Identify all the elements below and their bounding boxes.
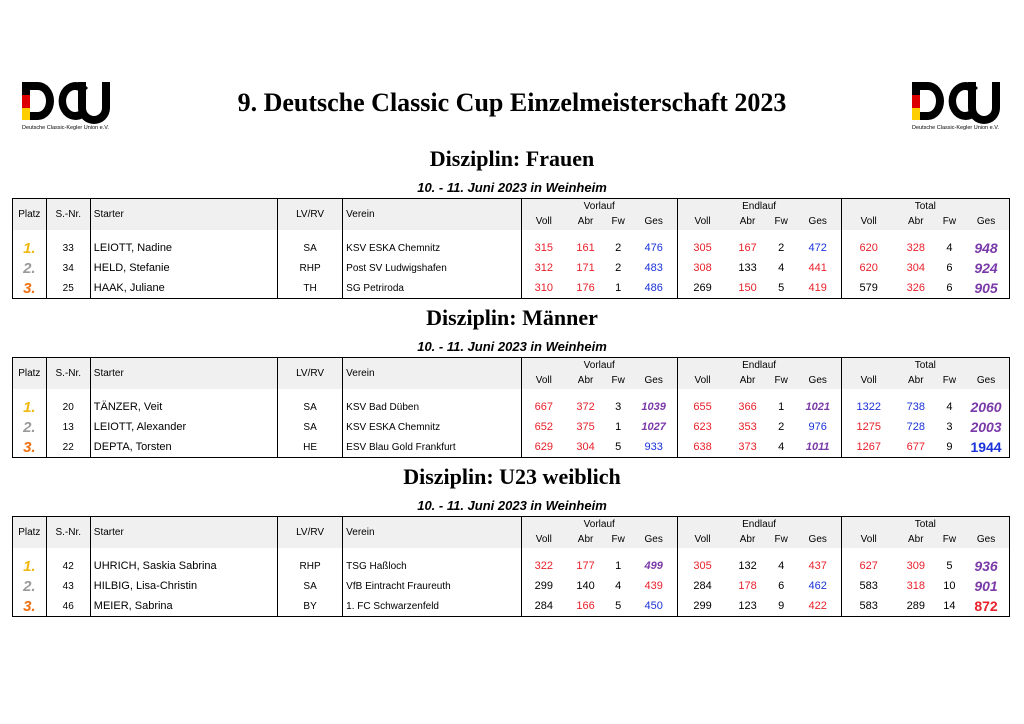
table-row [13, 417, 1010, 437]
col-header-lv: LV/RV [277, 199, 342, 231]
spacer-row [13, 548, 1010, 556]
col-header-abr: Abr [896, 531, 936, 548]
cell-e-voll: 299 [677, 596, 727, 617]
cell-e-ges: 462 [808, 580, 827, 592]
cell-verein: 1. FC Schwarzenfeld [343, 596, 522, 617]
cell-v-ges: 1027 [641, 421, 666, 433]
col-header-ges: Ges [795, 372, 841, 389]
cell-v-voll: 299 [521, 576, 565, 596]
cell-t-voll: 1322 [841, 397, 896, 417]
col-header-voll: Voll [521, 213, 565, 230]
col-header-voll: Voll [521, 372, 565, 389]
col-group-endlauf: Endlauf [677, 199, 841, 214]
cell-starter: HILBIG, Lisa-Christin [90, 576, 277, 596]
cell-t-ges: 872 [963, 596, 1009, 617]
cell-e-ges: 437 [808, 560, 827, 572]
cell-v-abr: 161 [576, 242, 595, 254]
col-header-voll: Voll [677, 213, 727, 230]
cell-t-fw: 6 [946, 262, 953, 274]
cell-e-ges: 976 [808, 421, 827, 433]
col-header-lv: LV/RV [277, 358, 342, 390]
table-row [13, 238, 1010, 258]
cell-t-fw: 6 [936, 278, 963, 299]
cell-e-ges: 1021 [805, 401, 830, 413]
cell-v-abr: 372 [576, 401, 595, 413]
page-title: 9. Deutsche Classic Cup Einzelmeisterschaft 2023 [237, 88, 787, 117]
cell-t-abr: 738 [906, 401, 925, 413]
cell-t-voll: 1267 [841, 437, 896, 458]
cell-v-voll: 652 [521, 417, 565, 437]
cell-e-fw: 2 [778, 242, 785, 254]
col-header-abr: Abr [728, 372, 768, 389]
cell-v-voll: 629 [521, 437, 565, 458]
cell-e-abr: 178 [738, 580, 757, 592]
col-header-abr: Abr [728, 531, 768, 548]
cell-v-abr: 140 [576, 580, 595, 592]
col-header-snr: S.-Nr. [46, 199, 90, 231]
col-header-ges: Ges [631, 372, 677, 389]
cell-v-voll: 312 [521, 258, 565, 278]
cell-verein: KSV ESKA Chemnitz [343, 238, 522, 258]
cell-t-voll: 1275 [841, 417, 896, 437]
cell-e-ges: 472 [808, 242, 827, 254]
col-header-starter: Starter [90, 358, 277, 390]
cell-t-ges: 924 [963, 258, 1009, 278]
col-header-ges: Ges [963, 372, 1009, 389]
cell-verein: VfB Eintracht Fraureuth [343, 576, 522, 596]
cell-e-abr: 123 [728, 596, 768, 617]
cell-verein: ESV Blau Gold Frankfurt [343, 437, 522, 458]
col-header-starter: Starter [90, 199, 277, 231]
cell-e-ges: 419 [795, 278, 841, 299]
cell-t-voll: 620 [841, 258, 896, 278]
cell-t-voll: 620 [841, 238, 896, 258]
cell-t-abr: 289 [896, 596, 936, 617]
cell-verein: KSV Bad Düben [343, 397, 522, 417]
cell-e-ges: 422 [795, 596, 841, 617]
cell-snr: 20 [46, 397, 90, 417]
cell-t-fw: 10 [943, 580, 956, 592]
cell-v-ges: 439 [644, 580, 663, 592]
table-row [13, 556, 1010, 576]
cell-v-fw: 2 [615, 242, 622, 254]
col-header-voll: Voll [677, 372, 727, 389]
results-table-u23 [12, 516, 1010, 617]
cell-v-fw: 2 [615, 262, 622, 274]
cell-v-fw: 1 [615, 560, 622, 572]
col-header-abr: Abr [566, 213, 606, 230]
header-row [13, 358, 1010, 373]
cell-t-abr: 304 [906, 262, 925, 274]
cell-t-ges: 1944 [963, 437, 1009, 458]
cell-e-abr: 366 [738, 401, 757, 413]
cell-platz: 2. [13, 576, 47, 596]
cell-lv: BY [277, 596, 342, 617]
cell-starter: HELD, Stefanie [90, 258, 277, 278]
cell-e-voll: 305 [677, 556, 727, 576]
cell-v-voll: 310 [521, 278, 565, 299]
cell-t-ges: 936 [963, 556, 1009, 576]
cell-t-abr: 309 [906, 560, 925, 572]
cell-t-voll: 579 [841, 278, 896, 299]
table-row [13, 437, 1010, 458]
spacer-row [13, 230, 1010, 238]
col-group-vorlauf: Vorlauf [521, 358, 677, 373]
cell-v-ges: 499 [644, 560, 663, 572]
cell-e-voll: 305 [677, 238, 727, 258]
cell-lv: TH [277, 278, 342, 299]
cell-platz: 1. [13, 556, 47, 576]
cell-t-fw: 5 [946, 560, 953, 572]
col-header-lv: LV/RV [277, 517, 342, 549]
cell-v-ges: 450 [631, 596, 677, 617]
cell-t-fw: 9 [936, 437, 963, 458]
cell-e-fw: 6 [778, 580, 785, 592]
cell-verein: Post SV Ludwigshafen [343, 258, 522, 278]
cell-lv: SA [277, 397, 342, 417]
cell-snr: 33 [46, 238, 90, 258]
cell-e-voll: 284 [677, 576, 727, 596]
col-header-snr: S.-Nr. [46, 358, 90, 390]
section-title-frauen: Disziplin: Frauen [429, 146, 595, 171]
col-header-abr: Abr [896, 213, 936, 230]
col-header-fw: Fw [606, 531, 631, 548]
col-header-abr: Abr [896, 372, 936, 389]
col-header-fw: Fw [936, 372, 963, 389]
cell-v-ges: 933 [631, 437, 677, 458]
col-header-snr: S.-Nr. [46, 517, 90, 549]
cell-v-fw: 3 [615, 401, 622, 413]
cell-platz: 1. [13, 397, 47, 417]
cell-v-voll: 667 [521, 397, 565, 417]
col-header-fw: Fw [767, 372, 794, 389]
cell-platz: 3. [13, 437, 47, 458]
cell-v-abr: 171 [576, 262, 595, 274]
section-subtitle-u23: 10. - 11. Juni 2023 in Weinheim [417, 498, 607, 513]
col-header-voll: Voll [841, 531, 896, 548]
cell-platz: 3. [13, 278, 47, 299]
cell-e-abr: 150 [728, 278, 768, 299]
col-header-verein: Verein [343, 517, 522, 549]
col-header-fw: Fw [936, 213, 963, 230]
cell-snr: 13 [46, 417, 90, 437]
cell-t-fw: 14 [936, 596, 963, 617]
col-group-total: Total [841, 199, 1009, 214]
cell-v-fw: 4 [615, 580, 622, 592]
col-header-ges: Ges [795, 531, 841, 548]
cell-t-fw: 4 [946, 242, 953, 254]
cell-t-voll: 583 [841, 576, 896, 596]
cell-t-ges: 948 [963, 238, 1009, 258]
cell-v-ges: 476 [644, 242, 663, 254]
col-header-ges: Ges [963, 531, 1009, 548]
cell-lv: RHP [277, 556, 342, 576]
col-group-vorlauf: Vorlauf [521, 199, 677, 214]
cell-v-abr: 304 [566, 437, 606, 458]
cell-v-ges: 483 [644, 262, 663, 274]
cell-snr: 25 [46, 278, 90, 299]
cell-v-abr: 375 [576, 421, 595, 433]
cell-e-fw: 1 [778, 401, 785, 413]
header-row [13, 199, 1010, 214]
col-header-ges: Ges [963, 213, 1009, 230]
cell-starter: HAAK, Juliane [90, 278, 277, 299]
col-header-fw: Fw [767, 213, 794, 230]
cell-starter: DEPTA, Torsten [90, 437, 277, 458]
cell-v-voll: 315 [521, 238, 565, 258]
cell-e-abr: 167 [738, 242, 757, 254]
cell-t-abr: 328 [906, 242, 925, 254]
col-header-starter: Starter [90, 517, 277, 549]
cell-v-ges: 1039 [641, 401, 666, 413]
col-header-fw: Fw [936, 531, 963, 548]
cell-v-voll: 322 [521, 556, 565, 576]
cell-lv: SA [277, 417, 342, 437]
cell-t-abr: 318 [906, 580, 925, 592]
cell-lv: RHP [277, 258, 342, 278]
col-header-platz: Platz [13, 517, 47, 549]
cell-e-fw: 9 [767, 596, 794, 617]
cell-snr: 43 [46, 576, 90, 596]
cell-v-abr: 166 [566, 596, 606, 617]
col-group-vorlauf: Vorlauf [521, 517, 677, 532]
cell-e-fw: 4 [778, 560, 785, 572]
cell-lv: SA [277, 576, 342, 596]
col-header-voll: Voll [841, 372, 896, 389]
cell-starter: LEIOTT, Alexander [90, 417, 277, 437]
cell-t-abr: 326 [896, 278, 936, 299]
cell-lv: HE [277, 437, 342, 458]
cell-t-fw: 4 [946, 401, 953, 413]
cell-platz: 3. [13, 596, 47, 617]
cell-t-fw: 3 [946, 421, 953, 433]
cell-t-voll: 583 [841, 596, 896, 617]
cell-e-voll: 638 [677, 437, 727, 458]
section-subtitle-frauen: 10. - 11. Juni 2023 in Weinheim [417, 180, 607, 195]
cell-t-voll: 627 [841, 556, 896, 576]
results-table-maenner [12, 357, 1010, 458]
cell-e-fw: 2 [778, 421, 785, 433]
section-title-u23: Disziplin: U23 weiblich [403, 464, 621, 489]
col-header-ges: Ges [631, 531, 677, 548]
cell-e-abr: 132 [738, 560, 757, 572]
col-header-fw: Fw [606, 372, 631, 389]
cell-e-voll: 623 [677, 417, 727, 437]
table-row [13, 278, 1010, 299]
table-row [13, 258, 1010, 278]
col-header-abr: Abr [566, 531, 606, 548]
cell-v-abr: 176 [566, 278, 606, 299]
cell-t-abr: 728 [906, 421, 925, 433]
cell-t-ges: 2060 [963, 397, 1009, 417]
col-header-ges: Ges [631, 213, 677, 230]
cell-platz: 2. [13, 258, 47, 278]
cell-platz: 1. [13, 238, 47, 258]
col-header-voll: Voll [841, 213, 896, 230]
cell-platz: 2. [13, 417, 47, 437]
cell-verein: TSG Haßloch [343, 556, 522, 576]
cell-t-ges: 901 [963, 576, 1009, 596]
cell-starter: UHRICH, Saskia Sabrina [90, 556, 277, 576]
col-header-abr: Abr [566, 372, 606, 389]
cell-snr: 34 [46, 258, 90, 278]
section-subtitle-maenner: 10. - 11. Juni 2023 in Weinheim [417, 339, 607, 354]
col-header-verein: Verein [343, 358, 522, 390]
col-group-total: Total [841, 517, 1009, 532]
col-header-fw: Fw [767, 531, 794, 548]
cell-v-fw: 5 [606, 596, 631, 617]
results-table-frauen [12, 198, 1010, 299]
col-group-endlauf: Endlauf [677, 517, 841, 532]
cell-lv: SA [277, 238, 342, 258]
cell-snr: 46 [46, 596, 90, 617]
cell-starter: TÄNZER, Veit [90, 397, 277, 417]
col-header-platz: Platz [13, 358, 47, 390]
col-group-total: Total [841, 358, 1009, 373]
col-header-verein: Verein [343, 199, 522, 231]
cell-verein: SG Petriroda [343, 278, 522, 299]
cell-starter: LEIOTT, Nadine [90, 238, 277, 258]
cell-e-ges: 1011 [795, 437, 841, 458]
cell-e-abr: 373 [728, 437, 768, 458]
col-header-abr: Abr [728, 213, 768, 230]
col-header-ges: Ges [795, 213, 841, 230]
cell-e-voll: 308 [677, 258, 727, 278]
cell-snr: 22 [46, 437, 90, 458]
cell-t-ges: 2003 [963, 417, 1009, 437]
cell-e-abr: 133 [738, 262, 757, 274]
cell-v-voll: 284 [521, 596, 565, 617]
logo-subtitle: Deutsche Classic-Kegler Union e.V. [22, 125, 109, 131]
col-header-voll: Voll [677, 531, 727, 548]
col-header-platz: Platz [13, 199, 47, 231]
col-group-endlauf: Endlauf [677, 358, 841, 373]
section-title-maenner: Disziplin: Männer [426, 305, 598, 330]
cell-e-fw: 4 [778, 262, 785, 274]
header-row [13, 517, 1010, 532]
cell-v-abr: 177 [576, 560, 595, 572]
cell-verein: KSV ESKA Chemnitz [343, 417, 522, 437]
cell-v-fw: 5 [606, 437, 631, 458]
cell-e-voll: 655 [677, 397, 727, 417]
cell-v-fw: 1 [606, 278, 631, 299]
col-header-fw: Fw [606, 213, 631, 230]
cell-e-abr: 353 [738, 421, 757, 433]
cell-e-ges: 441 [808, 262, 827, 274]
logo-subtitle: Deutsche Classic-Kegler Union e.V. [912, 125, 999, 131]
cell-t-abr: 677 [896, 437, 936, 458]
table-row [13, 596, 1010, 617]
cell-e-fw: 5 [767, 278, 794, 299]
cell-e-fw: 4 [767, 437, 794, 458]
cell-starter: MEIER, Sabrina [90, 596, 277, 617]
col-header-voll: Voll [521, 531, 565, 548]
cell-t-ges: 905 [963, 278, 1009, 299]
cell-v-ges: 486 [631, 278, 677, 299]
table-row [13, 397, 1010, 417]
cell-snr: 42 [46, 556, 90, 576]
table-row [13, 576, 1010, 596]
spacer-row [13, 389, 1010, 397]
cell-e-voll: 269 [677, 278, 727, 299]
cell-v-fw: 1 [615, 421, 622, 433]
